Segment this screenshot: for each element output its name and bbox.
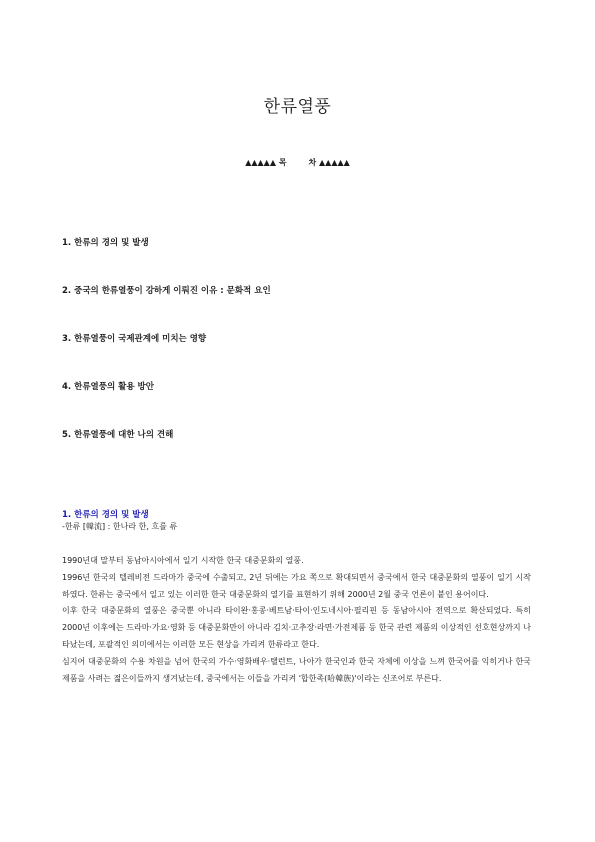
toc-heading	[0, 157, 595, 168]
body-paragraph: 이후 한국 대중문화의 열풍은 중국뿐 아니라 타이완·홍콩·베트남·타이·인도네시아·필리핀 등 동남아시아 전역으로 확산되었다. 특히 2000년 이후에는 드라마·가요·영화 등 대중문화만이 아니라 김치·고추장·라면·가전제품 등 한국 관련 제품의 이상적인 선호현상까지 나타났는데, 포괄적인 의미에서는 이러한 모든 현상을 가리켜 한류라고 한다.	[62, 606, 531, 649]
toc-heading-left: ▲▲▲▲▲ 목	[245, 158, 287, 167]
toc-item: 2. 중국의 한류열풍이 강하게 이뤄진 이유 : 문화적 요인	[62, 286, 271, 296]
body-paragraph: 1990년대 말부터 동남아시아에서 일기 시작한 한국 대중문화의 열풍.	[62, 556, 304, 565]
page-title: 한류열풍	[263, 97, 332, 117]
toc-item: 1. 한류의 경의 및 발생	[62, 238, 149, 248]
section-body	[62, 553, 531, 687]
toc-item: 3. 한류열풍이 국제관계에 미치는 영향	[62, 334, 207, 344]
body-paragraph: 심지어 대중문화의 수용 차원을 넘어 한국의 가수·영화배우·탤런트, 나아가 한국인과 한국 자체에 이상을 느껴 한국어를 익히거나 한국 제품을 사려는 젊은이들까지 생겨났는데, 중국에서는 이들을 가리켜 '합한족(哈韓族)'이라는 신조어로 부른다.	[62, 656, 531, 683]
toc-heading-right: 차 ▲▲▲▲▲	[308, 158, 350, 167]
toc-item: 4. 한류열풍의 활용 방안	[62, 382, 154, 392]
toc-item: 5. 한류열풍에 대한 나의 견해	[62, 430, 174, 440]
section-definition: -한류 [韓流] : 한나라 한, 흐를 류	[62, 522, 178, 531]
section-heading: 1. 한류의 경의 및 발생	[62, 510, 149, 520]
body-paragraph: 1996년 한국의 텔레비전 드라마가 중국에 수출되고, 2년 뒤에는 가요 쪽으로 확대되면서 중국에서 한국 대중문화의 열풍이 일기 시작하였다. 한류는 중국에서 일고 있는 이러한 한국 대중문화의 열기를 표현하기 위해 2000년 2월 중국 언론이 붙인 용어이다.	[62, 572, 531, 599]
